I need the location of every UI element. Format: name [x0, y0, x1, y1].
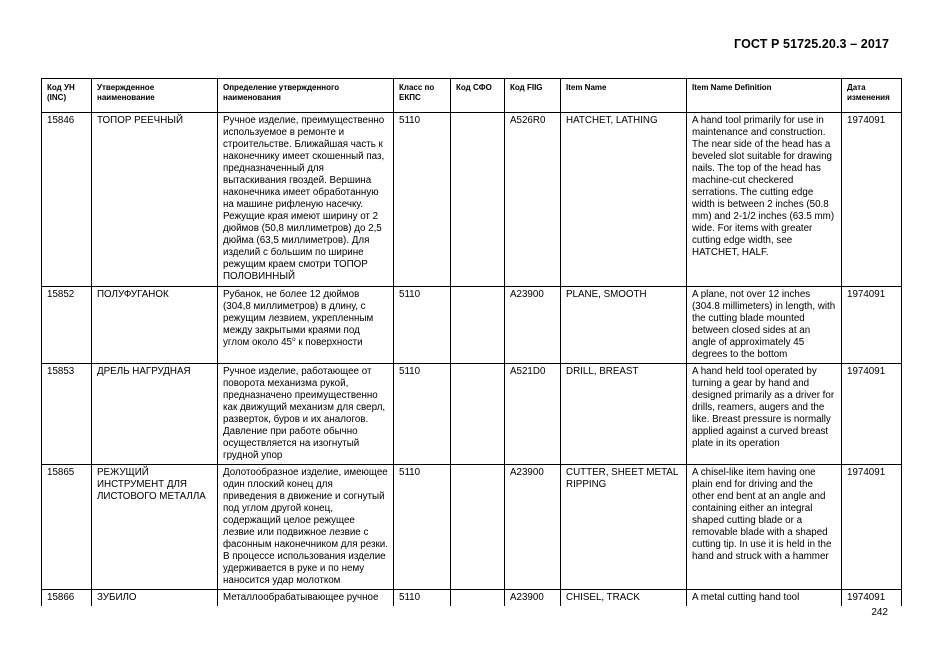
cell-change-date: 1974091 [842, 113, 902, 287]
cell-item-definition: A chisel-like item having one plain end for driving and the other end bent at an angle and containing either an integral shaped cutting blade or a removable blade with a shaped cutting tip. In use it is held in the hand and struck with a hammer [687, 465, 842, 590]
cell-sfo-code [451, 287, 505, 364]
cell-change-date: 1974091 [842, 465, 902, 590]
cell-definition-ru: Металлообрабатывающее ручное [218, 590, 394, 607]
cell-item-name: CUTTER, SHEET METAL RIPPING [561, 465, 687, 590]
col-header-fiig-code: Код FIIG [505, 79, 561, 113]
cell-item-definition: A hand held tool operated by turning a gear by hand and designed primarily as a driver for drills, reamers, augers and the like. Breast pressure is normally applied against a curved breast plate in its operation [687, 364, 842, 465]
items-table [41, 78, 902, 606]
cell-ekps-class: 5110 [394, 364, 451, 465]
cell-code-un: 15853 [42, 364, 92, 465]
cell-item-definition: A metal cutting hand tool [687, 590, 842, 607]
cell-code-un: 15852 [42, 287, 92, 364]
cell-code-un: 15865 [42, 465, 92, 590]
col-header-change-date: Дата изменения [842, 79, 902, 113]
cell-approved-name: ЗУБИЛО [92, 590, 218, 607]
col-header-code-un: Код УН (INC) [42, 79, 92, 113]
page-number: 242 [871, 607, 888, 618]
cell-definition-ru: Долотообразное изделие, имеющее один плоский конец для приведения в движение и согнутый под углом другой конец, содержащий целое режущее лезвие или подвижное лезвие с фасонным наконечником для резки. В процессе использования изделие удерживается в руке и по нему наносится удар молотком [218, 465, 394, 590]
cell-code-un: 15846 [42, 113, 92, 287]
cell-change-date: 1974091 [842, 287, 902, 364]
col-header-approved-name: Утвержденное наименование [92, 79, 218, 113]
degree-superscript: о [291, 336, 296, 343]
table-row [42, 590, 902, 607]
cell-approved-name: ПОЛУФУГАНОК [92, 287, 218, 364]
cell-fiig-code: A23900 [505, 287, 561, 364]
cell-definition-ru: Ручное изделие, преимущественно используемое в ремонте и строительстве. Ближайшая часть к наконечнику имеет скошенный паз, предназначенный для вытаскивания гвоздей. Вершина наконечника имеет обработанную на машине рифленую насечку. Режущие края имеют ширину от 2 дюймов (50,8 миллиметров) до 2,5 дюйма (63,5 миллиметров). Для изделий с большим по ширине режущим краем смотри ТОПОР ПОЛОВИННЫЙ [218, 113, 394, 287]
cell-item-name: CHISEL, TRACK [561, 590, 687, 607]
cell-approved-name: ДРЕЛЬ НАГРУДНАЯ [92, 364, 218, 465]
cell-ekps-class: 5110 [394, 590, 451, 607]
table-row [42, 113, 902, 287]
cell-ekps-class: 5110 [394, 287, 451, 364]
cell-item-name: HATCHET, LATHING [561, 113, 687, 287]
table-row [42, 364, 902, 465]
cell-sfo-code [451, 113, 505, 287]
col-header-ekps-class: Класс по ЕКПС [394, 79, 451, 113]
col-header-sfo-code: Код СФО [451, 79, 505, 113]
cell-fiig-code: A23900 [505, 590, 561, 607]
table-header-row [42, 79, 902, 113]
cell-fiig-code: A521D0 [505, 364, 561, 465]
cell-definition-ru: Ручное изделие, работающее от поворота механизма рукой, предназначено преимущественно как движущий механизм для сверл, разверток, буров и их аналогов. Давление при работе обычно осуществляется на изогнутый грудной упор [218, 364, 394, 465]
cell-item-definition: A hand tool primarily for use in maintenance and construction. The near side of the head has a beveled slot suitable for drawing nails. The top of the head has machine-cut checkered serrations. The cutting edge width is between 2 inches (50.8 mm) and 2-1/2 inches (63.5 mm) wide. For items with greater cutting edge width, see HATCHET, HALF. [687, 113, 842, 287]
cell-fiig-code: A526R0 [505, 113, 561, 287]
cell-item-name: PLANE, SMOOTH [561, 287, 687, 364]
cell-approved-name: ТОПОР РЕЕЧНЫЙ [92, 113, 218, 287]
cell-sfo-code [451, 465, 505, 590]
col-header-item-definition: Item Name Definition [687, 79, 842, 113]
table-row [42, 287, 902, 364]
cell-ekps-class: 5110 [394, 113, 451, 287]
cell-code-un: 15866 [42, 590, 92, 607]
cell-sfo-code [451, 364, 505, 465]
cell-item-name: DRILL, BREAST [561, 364, 687, 465]
document-code: ГОСТ Р 51725.20.3 – 2017 [734, 37, 889, 51]
col-header-item-name: Item Name [561, 79, 687, 113]
definition-text-tail: к поверхности [295, 337, 363, 348]
cell-ekps-class: 5110 [394, 465, 451, 590]
definition-text: Рубанок, не более 12 дюймов (304,8 миллиметров) в длину, с режущим лезвием, укрепленным между закрытыми краями под углом около 45 [223, 289, 374, 348]
cell-definition-ru [218, 287, 394, 364]
col-header-definition-ru: Определение утвержденного наименования [218, 79, 394, 113]
cell-item-definition: A plane, not over 12 inches (304.8 millimeters) in length, with the cutting blade mounted between closed sides at an angle of approximately 45 degrees to the bottom [687, 287, 842, 364]
cell-fiig-code: A23900 [505, 465, 561, 590]
table-row [42, 465, 902, 590]
cell-approved-name: РЕЖУЩИЙ ИНСТРУМЕНТ ДЛЯ ЛИСТОВОГО МЕТАЛЛА [92, 465, 218, 590]
cell-change-date: 1974091 [842, 590, 902, 607]
cell-sfo-code [451, 590, 505, 607]
cell-change-date: 1974091 [842, 364, 902, 465]
